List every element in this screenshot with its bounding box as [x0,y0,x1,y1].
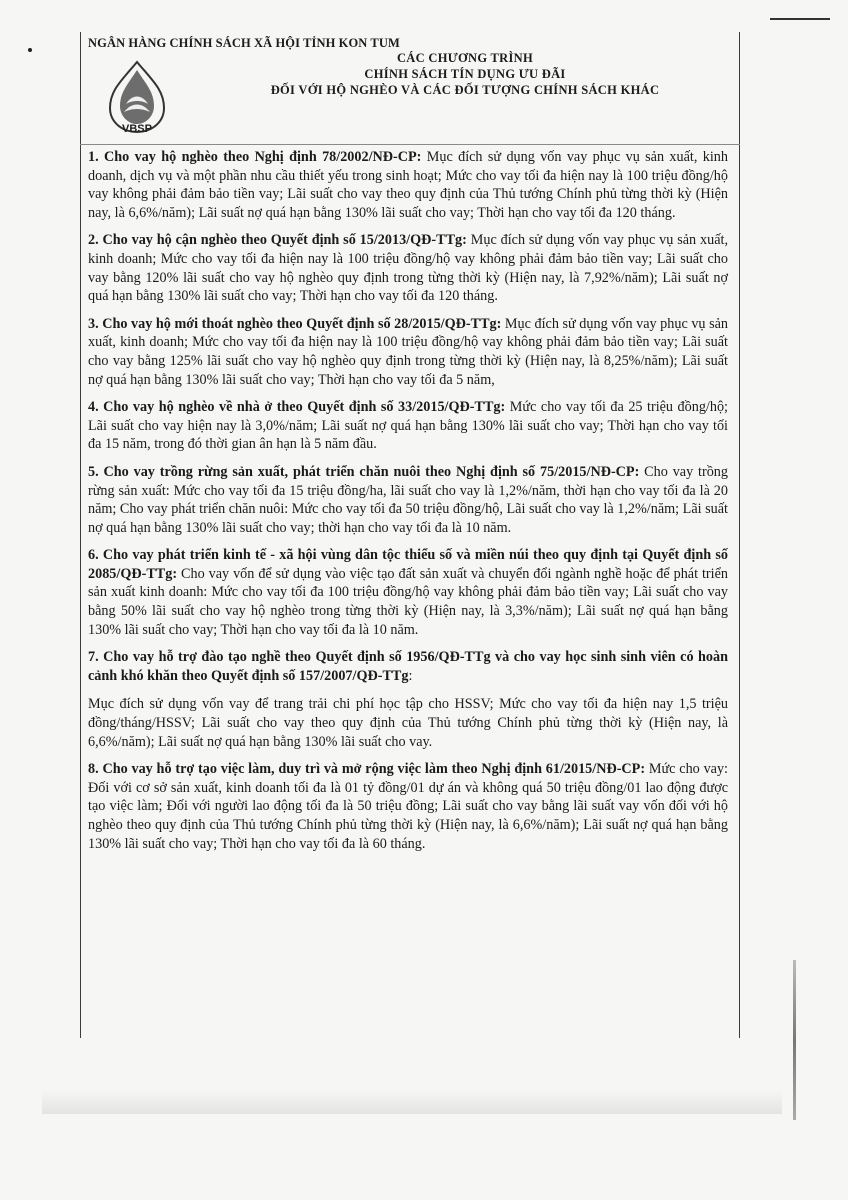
program-text: Cho vay vốn để sử dụng vào việc tạo đất sản xuất và chuyển đổi ngành nghề hoặc để phát triển sản xuất kinh doanh: Mức cho vay tối đa 100 triệu đồng/hộ vay không phải đảm bảo tiền vay; Lãi suất cho vay bằng 50% lãi suất cho vay hộ nghèo trong từng thời kỳ (Hiện nay, là 3,3%/năm); Lãi suất nợ quá hạn bằng 130% lãi suất cho vay; Thời hạn cho vay tối đa là 10 năm. [88,565,728,638]
program-item-2 [88,231,728,305]
program-item-3 [88,315,728,389]
program-item-7 [88,648,728,685]
program-text: Mức cho vay tối đa 25 triệu đồng/hộ; Lãi suất cho vay hiện nay là 3,0%/năm; Lãi suất nợ quá hạn bằng 130% lãi suất cho vay; Thời hạn cho vay tối đa 15 năm, trong đó thời gian ân hạn là 5 năm đầu. [88,399,728,453]
program-item-7-detail [88,695,728,751]
program-text: Mục đích sử dụng vốn vay phục vụ sản xuất, kinh doanh, dịch vụ và một phần nhu cầu thiết yếu trong sinh hoạt; Mức cho vay tối đa hiện nay là 100 triệu đồng/hộ vay không phải đảm bảo tiền vay; Lãi suất cho vay theo quy định của Thủ tướng Chính phủ từng thời kỳ (Hiện nay, là 6,6%/năm); Lãi suất nợ quá hạn bằng 130% lãi suất cho vay; Thời hạn cho vay tối đa 120 tháng. [88,149,728,221]
program-heading: 4. Cho vay hộ nghèo về nhà ở theo Quyết định số 33/2015/QĐ-TTg: [88,399,506,416]
title-line-2: CHÍNH SÁCH TÍN DỤNG ƯU ĐÃI [364,67,566,81]
program-text: Mục đích sử dụng vốn vay phục vụ sản xuất, kinh doanh; Mức cho vay tối đa hiện nay là 100 triệu đồng/hộ vay không phải đảm bảo tiền vay; Lãi suất cho vay bằng 120% lãi suất cho vay hộ nghèo quy định trong từng thời kỳ (Hiện nay, là 7,92%/năm); Lãi suất nợ quá hạn bằng 130% lãi suất cho vay; Thời hạn cho vay tối đa 120 tháng. [88,232,728,305]
scan-dot [28,48,32,52]
program-text: Mục đích sử dụng vốn vay để trang trải chi phí học tập cho HSSV; Mức cho vay tối đa hiện nay 1,5 triệu đồng/tháng/HSSV; Lãi suất cho vay theo quy định của Thủ tướng Chính phủ từng thời kỳ (Hiện nay, là 6,6%/năm); Lãi suất nợ quá hạn bằng 130% lãi suất cho vay. [88,696,728,750]
program-heading: 7. Cho vay hỗ trợ đào tạo nghề theo Quyết định số 1956/QĐ-TTg và cho vay học sinh sinh viên có hoàn cảnh khó khăn theo Quyết định số 157/2007/QĐ-TTg [88,649,728,684]
program-item-8 [88,760,728,853]
program-text: Cho vay trồng rừng sản xuất: Mức cho vay tối đa 15 triệu đồng/ha, lãi suất cho vay là 1,2%/năm, thời hạn cho vay tối đa là 20 năm; Cho vay phát triển chăn nuôi: Mức cho vay tối đa 50 triệu đồng/hộ, Lãi suất cho vay là 1,2%/năm; Lãi suất nợ quá hạn bằng 130% lãi suất cho vay; thời hạn cho vay tối đa là 10 năm. [88,463,728,536]
logo-text: VBSP [122,123,152,135]
program-heading: 2. Cho vay hộ cận nghèo theo Quyết định số 15/2013/QĐ-TTg: [88,232,467,249]
document-header [80,32,740,144]
header-divider [80,144,740,145]
program-heading: 8. Cho vay hỗ trợ tạo việc làm, duy trì và mở rộng việc làm theo Nghị định 61/2015/NĐ-CP: [88,761,646,778]
title-line-3: ĐỐI VỚI HỘ NGHÈO VÀ CÁC ĐỐI TƯỢNG CHÍNH SÁCH KHÁC [270,83,660,97]
scan-shadow [42,1090,782,1114]
program-heading: 5. Cho vay trồng rừng sản xuất, phát triển chăn nuôi theo Nghị định số 75/2015/NĐ-CP: [88,463,640,480]
program-heading: 6. Cho vay phát triển kinh tế - xã hội vùng dân tộc thiểu số và miền núi theo quy định tại Quyết định số 2085/QĐ-TTg: [88,547,728,582]
program-item-5 [88,463,728,537]
program-heading: 3. Cho vay hộ mới thoát nghèo theo Quyết định số 28/2015/QĐ-TTg: [88,315,502,332]
program-text: Mục đích sử dụng vốn vay phục vụ sản xuất, kinh doanh; Mức cho vay tối đa hiện nay là 100 triệu đồng/hộ vay không phải đảm bảo tiền vay; Lãi suất cho vay bằng 125% lãi suất cho vay hộ nghèo quy định trong từng thời kỳ (Hiện nay, là 8,25%/năm); Lãi suất nợ quá hạn bằng 130% lãi suất cho vay; Thời hạn cho vay tối đa 5 năm, [88,315,729,388]
vbsp-logo-icon [102,58,172,136]
program-text: Mức cho vay: Đối với cơ sở sản xuất, kinh doanh tối đa là 01 tỷ đồng/01 dự án và không quá 50 triệu đồng/01 lao động được tạo việc làm; Đối với người lao động tối đa là 50 triệu đồng; Lãi suất cho vay bằng lãi suất vay vốn đối với hộ nghèo theo quy định của Thủ tướng Chính phủ từng thời kỳ (Hiện nay, là 6,6%/năm); Lãi suất nợ quá hạn bằng 130% lãi suất cho vay; Thời hạn cho vay tối đa là 60 tháng. [88,761,729,852]
program-heading: 1. Cho vay hộ nghèo theo Nghị định 78/2002/NĐ-CP: [88,149,422,165]
scan-mark [770,18,830,20]
document-title [230,50,700,98]
scan-edge [793,960,796,1120]
title-line-1: CÁC CHƯƠNG TRÌNH [396,51,534,65]
program-item-1 [88,148,728,222]
bank-name: NGÂN HÀNG CHÍNH SÁCH XÃ HỘI TỈNH KON TUM [88,36,400,50]
document-body [82,148,728,862]
program-item-4 [88,398,728,454]
program-item-6 [88,546,728,639]
program-text: : [408,667,413,684]
